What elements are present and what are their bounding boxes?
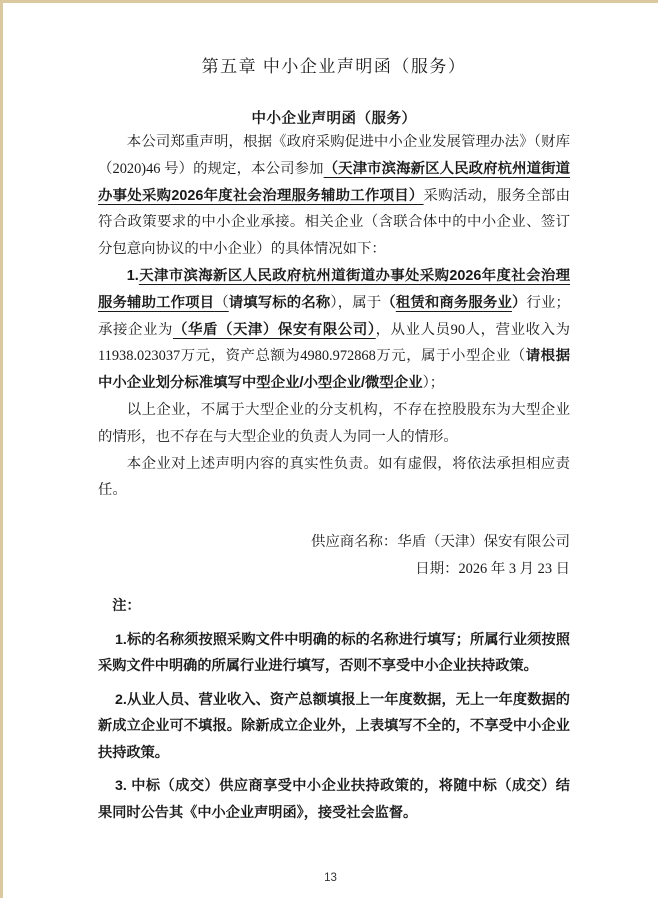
doc-title: 中小企业声明函（服务）	[251, 111, 417, 127]
notes-label: 注：	[112, 598, 141, 615]
page-content	[3, 3, 658, 826]
enterprise-info-paragraph: 1.天津市滨海新区人民政府杭州道街道办事处采购2026年度社会治理服务辅助工作项目（请填写标的名称），属于（租赁和商务服务业）行业；承接企业为（华盾（天津）保安有限公司），从业人员90人，营业收入为11938.023037万元，资产总额为4980.972868万元，属于小型企业（请根据中小企业划分标准填写中型企业/小型企业/微型企业）；	[98, 267, 570, 392]
branch-statement-paragraph: 以上企业，不属于大型企业的分支机构，不存在控股股东为大型企业的情形，也不存在与大型企业的负责人为同一人的情形。	[98, 401, 570, 445]
declaration-paragraph: 本公司郑重声明，根据《政府采购促进中小企业发展管理办法》（财库（2020)46 号）的规定，本公司参加（天津市滨海新区人民政府杭州道街道办事处采购2026年度社会治理服务辅助工作项目）采购活动，服务全部由符合政策要求的中小企业承接。相关企业（含联合体中的中小企业、签订分包意向协议的中小企业）的具体情况如下：	[98, 134, 570, 258]
notes-section	[98, 593, 570, 826]
responsibility-paragraph: 本企业对上述声明内容的真实性负责。如有虚假，将依法承担相应责任。	[98, 455, 570, 499]
signature-block	[98, 529, 570, 583]
date-line: 日期：2026 年 3 月 23 日	[415, 561, 570, 578]
note-item-2: 2.从业人员、营业收入、资产总额填报上一年度数据，无上一年度数据的新成立企业可不填报。除新成立企业外，上表填写不全的，不享受中小企业扶持政策。	[98, 691, 570, 761]
note-item-3: 3. 中标（成交）供应商享受中小企业扶持政策的，将随中标（成交）结果同时公告其《中小企业声明函》，接受社会监督。	[98, 778, 570, 821]
note-item-1: 1.标的名称须按照采购文件中明确的标的名称进行填写；所属行业须按照采购文件中明确的所属行业进行填写，否则不享受中小企业扶持政策。	[98, 631, 570, 675]
supplier-name-line: 供应商名称：华盾（天津）保安有限公司	[310, 534, 570, 551]
chapter-title: 第五章 中小企业声明函（服务）	[201, 57, 467, 76]
page-number: 13	[324, 872, 337, 884]
